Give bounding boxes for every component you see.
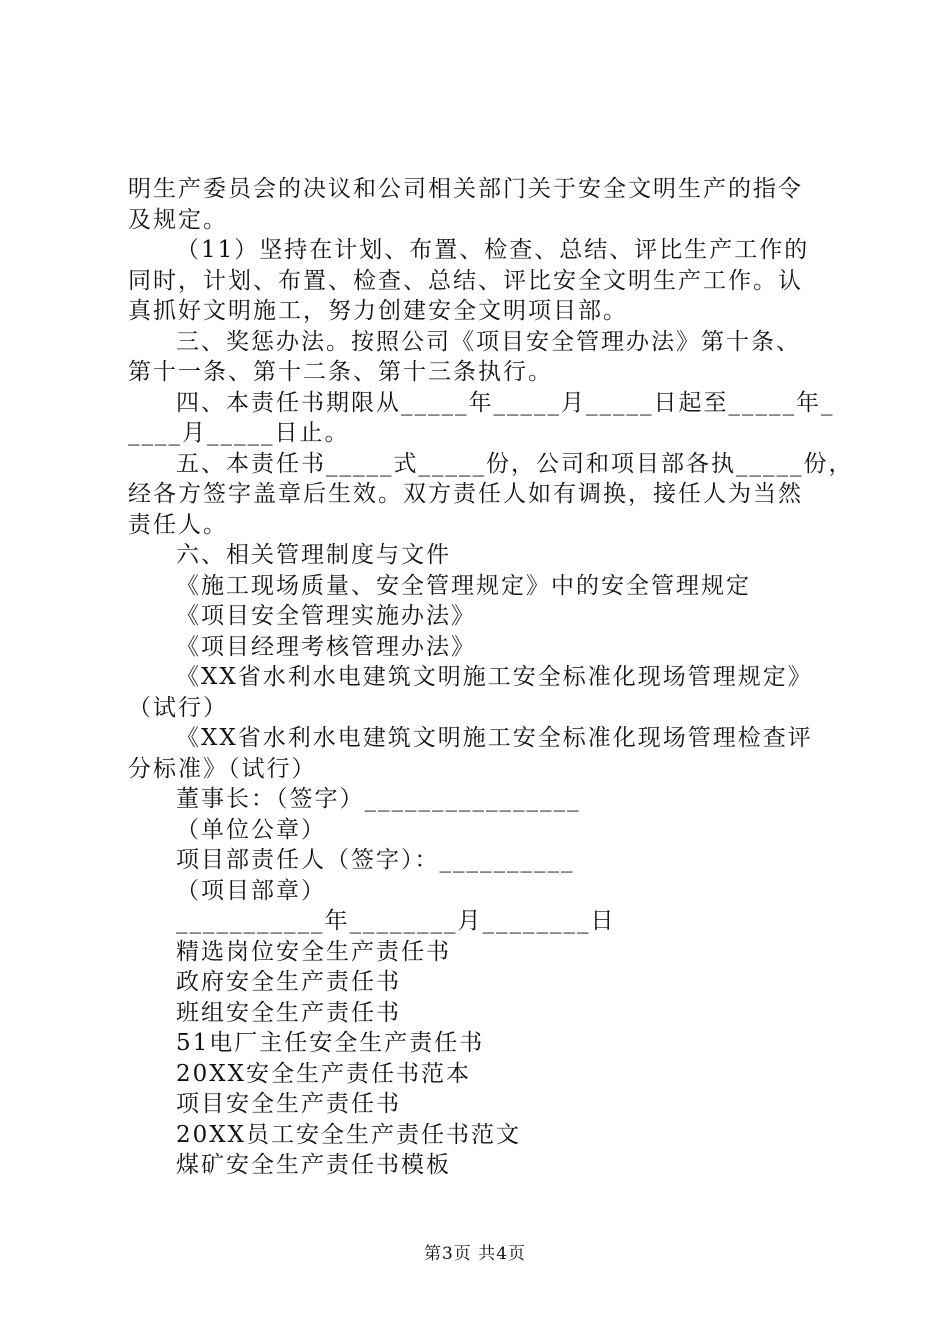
related-link[interactable]: 20XX安全生产责任书范本 [176,1060,472,1087]
related-link[interactable]: 51电厂主任安全生产责任书 [176,1030,485,1056]
document-body [128,174,854,1181]
text-line: 第十一条、第十二条、第十三条执行。 [128,359,553,385]
text-line: 明生产委员会的决议和公司相关部门关于安全文明生产的指令 [128,176,803,202]
text-line: （11）坚持在计划、布置、检查、总结、评比生产工作的 [176,237,810,263]
related-link[interactable]: 20XX员工安全生产责任书范文 [176,1121,522,1148]
document-reference: 《施工现场质量、安全管理规定》中的安全管理规定 [176,572,751,599]
text-line: 同时，计划、布置、检查、总结、评比安全文明生产工作。认 [128,267,803,294]
text-line: 经各方签字盖章后生效。双方责任人如有调换，接任人为当然 [128,481,803,507]
date-line: ___________年________月________日 [176,908,616,934]
related-link[interactable]: 煤矿安全生产责任书模板 [176,1152,451,1178]
text-line: 四、本责任书期限从_____年_____月_____日起至_____年_ [176,389,835,416]
related-link[interactable]: 项目安全生产责任书 [176,1091,401,1117]
section-heading: 六、相关管理制度与文件 [176,542,451,568]
text-line: 真抓好文明施工，努力创建安全文明项目部。 [128,298,628,324]
text-line: ____月_____日止。 [128,420,350,446]
document-reference: 《项目经理考核管理办法》 [176,633,476,660]
document-reference: 《XX省水利水电建筑文明施工安全标准化现场管理规定》 [176,664,813,690]
signature-project-manager: 项目部责任人（签字）：__________ [176,847,575,873]
seal-label: （单位公章） [176,816,326,843]
text-line: （试行） [128,694,228,721]
document-reference: 《项目安全管理实施办法》 [176,603,476,629]
text-line: 责任人。 [128,511,228,538]
text-line: 分标准》（试行） [128,755,317,782]
related-link[interactable]: 精选岗位安全生产责任书 [176,938,451,965]
text-line: 三、奖惩办法。按照公司《项目安全管理办法》第十条、 [176,328,801,355]
document-reference: 《XX省水利水电建筑文明施工安全标准化现场管理检查评 [176,725,813,751]
related-link[interactable]: 政府安全生产责任书 [176,969,401,995]
seal-label: （项目部章） [176,877,326,904]
related-link[interactable]: 班组安全生产责任书 [176,999,401,1026]
text-line: 及规定。 [128,206,228,233]
page-footer: 第3页 共4页 [423,1244,527,1264]
text-line: 五、本责任书_____式_____份，公司和项目部各执_____份， [176,450,854,477]
signature-chairman: 董事长：（签字）________________ [176,786,581,812]
